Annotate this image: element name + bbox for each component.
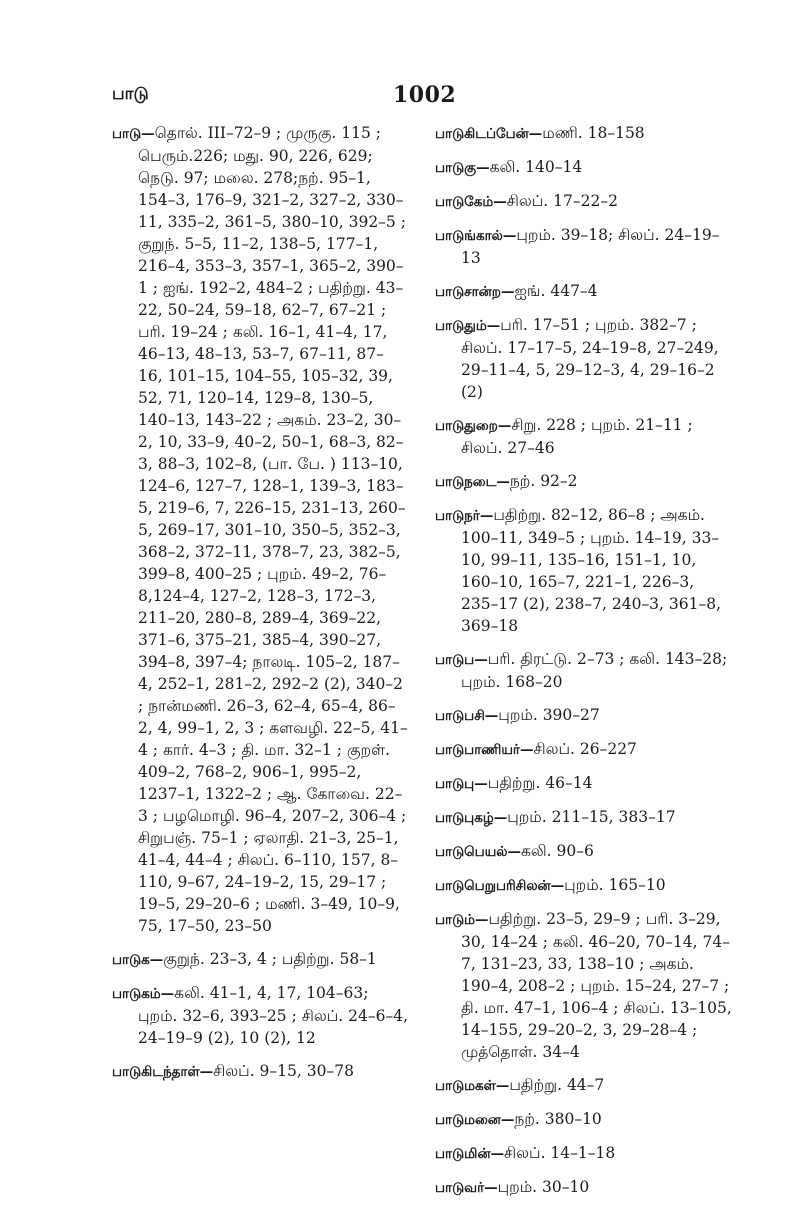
page-number: 1002 xyxy=(393,82,457,108)
entry-references: தொல். III–72–9 ; முருகு. 115 ; பெரும்.226; மது. 90, 226, 629; நெடு. 97; மலை. 278;நற். 95–1, 154–3, 176–9, 321–2, 327–2, 330–11, 335–2, 361–5, 380–10, 392–5 ; குறுந். 5–5, 11–2, 138–5, 177–1, 216–4, 353–3, 357–1, 365–2, 390–1 ; ஐங். 192–2, 484–2 ; பதிற்று. 43–22, 50–24, 59–18, 62–7, 67–21 ; பரி. 19–24 ; கலி. 16–1, 41–4, 17, 46–13, 48–13, 53–7, 67–11, 87–16, 101–15, 104–55, 105–32, 39, 52, 71, 120–14, 129–8, 130–5, 140–13, 143–22 ; அகம். 23–2, 30–2, 10, 33–9, 40–2, 50–1, 68–3, 82–3, 88–3, 102–8, (பா. பே. ) 113–10, 124–6, 127–7, 128–1, 139–3, 183–5, 219–6, 7, 226–15, 231–13, 260–5, 269–17, 301–10, 350–5, 352–3, 368–2, 372–11, 378–7, 23, 382–5, 399–8, 400–25 ; புறம். 49–2, 76–8,124–4, 127–2, 128–3, 172–3, 211–20, 280–8, 289–4, 369–22, 371–6, 375–21, 385–4, 390–27, 394–8, 397–4; நாலடி. 105–2, 187–4, 252–1, 281–2, 292–2 (2), 340–2 ; நான்மணி. 26–3, 62–4, 65–4, 86–2, 4, 99–1, 2, 3 ; களவழி. 22–5, 41–4 ; கார். 4–3 ; தி. மா. 32–1 ; குறள். 409–2, 768–2, 906–1, 995–2, 1237–1, 1322–2 ; ஆ. கோவை. 22–3 ; பழமொழி. 96–4, 207–2, 306–4 ; சிறுபஞ். 75–1 ; ஏலாதி. 21–3, 25–1, 41–4, 44–4 ; சிலப். 6–110, 157, 8–110, 9–67, 24–19–2, 15, 29–17 ; 19–5, 29–20–6 ; மணி. 3–49, 10–9, 75, 17–50, 23–50 xyxy=(138,124,408,935)
index-entry xyxy=(435,470,735,493)
entry-references: ஐங். 447–4 xyxy=(514,282,598,300)
entry-headword: பாடுகு— xyxy=(435,160,490,176)
index-entry xyxy=(435,122,735,145)
index-entry xyxy=(435,772,735,795)
index-entry xyxy=(435,190,735,213)
entry-references: புறம். 211–15, 383–17 xyxy=(507,808,676,826)
entry-headword: பாடுதும்— xyxy=(435,318,501,334)
index-entry xyxy=(435,908,735,1063)
index-entry xyxy=(435,704,735,727)
index-entry xyxy=(435,1142,735,1165)
left-column xyxy=(112,122,408,1094)
entry-references: பரி. திரட்டு. 2–73 ; கலி. 143–28; புறம். 168–20 xyxy=(461,650,728,691)
entry-headword: பாடுகிடப்பேன்— xyxy=(435,126,543,142)
entry-headword: பாடுநர்— xyxy=(435,508,494,524)
entry-references: சிலப். 26–227 xyxy=(533,740,637,758)
entry-references: பரி. 17–51 ; புறம். 382–7 ; சிலப். 17–17–5, 24–19–8, 27–249, 29–11–4, 5, 29–12–3, 4, 29–16–2 (2) xyxy=(461,316,719,401)
entry-headword: பாடுமனை— xyxy=(435,1112,515,1128)
entry-references: சிறு. 228 ; புறம். 21–11 ; சிலப். 27–46 xyxy=(461,416,693,457)
index-entry xyxy=(435,1108,735,1131)
entry-references: சிலப். 9–15, 30–78 xyxy=(213,1062,354,1080)
entry-headword: பாடுப— xyxy=(435,652,488,668)
index-entry xyxy=(435,874,735,897)
entry-headword: பாடுக— xyxy=(112,952,164,968)
entry-headword: பாடுகேம்— xyxy=(435,194,507,210)
entry-headword: பாடுசான்ற— xyxy=(435,284,515,300)
entry-headword: பாடுமகள்— xyxy=(435,1078,510,1094)
entry-references: மணி. 18–158 xyxy=(542,124,645,142)
index-entry xyxy=(435,1074,735,1097)
index-entry xyxy=(435,738,735,761)
index-entry xyxy=(435,156,735,179)
index-entry xyxy=(435,414,735,459)
entry-references: பதிற்று. 23–5, 29–9 ; பரி. 3–29, 30, 14–24 ; கலி. 46–20, 70–14, 74–7, 131–23, 33, 138–10 ; அகம். 190–4, 208–2 ; புறம். 15–24, 27–7 ; தி. மா. 47–1, 106–4 ; சிலப். 13–105, 14–155, 29–20–2, 3, 29–28–4 ; முத்தொள். 34–4 xyxy=(461,910,732,1061)
index-entry xyxy=(435,1176,735,1199)
entry-references: சிலப். 14–1–18 xyxy=(504,1144,616,1162)
entry-references: கலி. 41–1, 4, 17, 104–63; புறம். 32–6, 393–25 ; சிலப். 24–6–4, 24–19–9 (2), 10 (2), 12 xyxy=(138,984,409,1047)
entry-references: கலி. 140–14 xyxy=(489,158,583,176)
entry-headword: பாடுவர்— xyxy=(435,1180,498,1196)
index-entry xyxy=(435,224,735,269)
entry-headword: பாடுபசி— xyxy=(435,708,499,724)
entry-references: நற். 92–2 xyxy=(509,472,578,490)
entry-references: கலி. 90–6 xyxy=(520,842,594,860)
entry-headword: பாடுபெயல்— xyxy=(435,844,521,860)
right-column xyxy=(435,122,735,1210)
running-head: பாடு xyxy=(112,84,149,104)
entry-references: பதிற்று. 82–12, 86–8 ; அகம். 100–11, 349–5 ; புறம். 14–19, 33–10, 99–11, 135–16, 151–1, 10, 160–10, 165–7, 221–1, 226–3, 235–17 (2), 238–7, 240–3, 361–8, 369–18 xyxy=(461,506,722,635)
entry-headword: பாடுபெறுபரிசிலன்— xyxy=(435,878,565,894)
entry-headword: பாடும்— xyxy=(435,912,489,928)
index-entry xyxy=(112,982,408,1049)
entry-headword: பாடுநடை— xyxy=(435,474,510,490)
entry-headword: பாடுங்கால்— xyxy=(435,228,517,244)
entry-references: புறம். 390–27 xyxy=(498,706,600,724)
index-entry xyxy=(112,122,408,937)
index-entry xyxy=(435,504,735,637)
index-entry xyxy=(112,1060,408,1083)
index-entry xyxy=(435,840,735,863)
entry-references: பதிற்று. 44–7 xyxy=(509,1076,605,1094)
entry-headword: பாடுபாணியர்— xyxy=(435,742,534,758)
entry-headword: பாடுதுறை— xyxy=(435,418,512,434)
index-entry xyxy=(435,280,735,303)
entry-references: புறம். 165–10 xyxy=(564,876,666,894)
index-entry xyxy=(435,806,735,829)
index-entry xyxy=(435,314,735,403)
entry-headword: பாடுகம்— xyxy=(112,986,175,1002)
entry-references: புறம். 39–18; சிலப். 24–19–13 xyxy=(461,226,720,267)
entry-headword: பாடுமின்— xyxy=(435,1146,505,1162)
entry-headword: பாடுபு— xyxy=(435,776,488,792)
entry-headword: பாடுபுகழ்— xyxy=(435,810,508,826)
entry-references: புறம். 30–10 xyxy=(497,1178,590,1196)
index-entry xyxy=(112,948,408,971)
entry-references: நற். 380–10 xyxy=(514,1110,602,1128)
entry-headword: பாடு— xyxy=(112,126,155,142)
entry-references: சிலப். 17–22–2 xyxy=(506,192,618,210)
entry-headword: பாடுகிடந்தாள்— xyxy=(112,1064,214,1080)
entry-references: பதிற்று. 46–14 xyxy=(487,774,593,792)
entry-references: குறுந். 23–3, 4 ; பதிற்று. 58–1 xyxy=(163,950,377,968)
index-entry xyxy=(435,648,735,693)
